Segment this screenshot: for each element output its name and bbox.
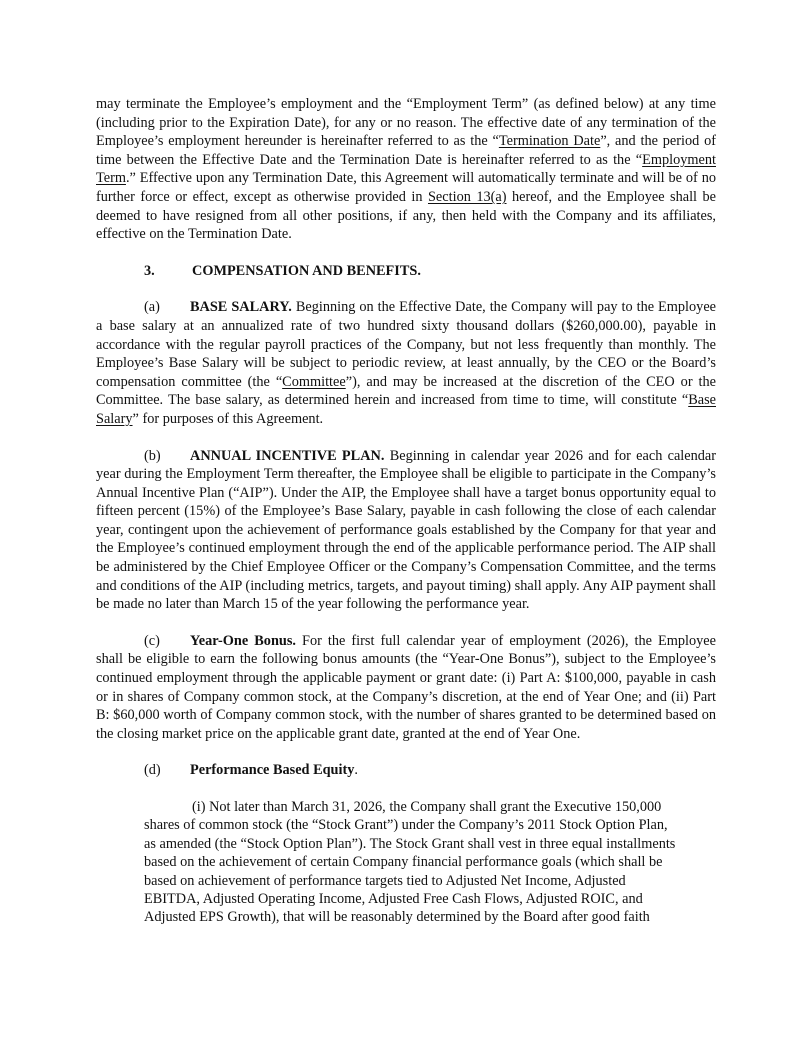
subsection-label: (a) [144,299,160,316]
text-run: Beginning on the Effective Date, the Company will pay to the Employee a base salary at an annualized rate of two hundred sixty thousand dollars ($260,000.00), payable in accordance with the regular payroll practices of the Company, but not less frequently than monthly. The Employee’s Base Salary will be subject to periodic review, at least annually, by the CEO or the Board’s compensation committee (the “ [96,299,717,390]
text-run: For the first full calendar year of employment (2026), the Employee shall be eligible to earn the following bonus amounts (the “Year-One Bonus”), subject to the Employee’s continued employment through the applicable payment or grant date: (i) Part A: $100,000, payable in cash or in shares of Company common stock, at the Company’s discretion, at the end of Year One; and (ii) Part B: $60,000 worth of Company common stock, with the number of shares granted to be determined based on the closing market price on the applicable grant date, granted at the end of Year One. [96,632,716,742]
subsection-label: (c) [144,632,160,649]
defined-term-employment-term: Employment Term [96,151,716,187]
subsection-label: (b) [144,447,161,464]
section-reference: Section 13(a) [427,188,507,205]
text-run: ”), and may be increased at the discretion of the CEO or the Committee. The base salary, as determined herein and increased from time to time, will constitute “ [96,373,716,409]
subsection-heading: ANNUAL INCENTIVE PLAN. [190,447,385,464]
subsection-heading: Performance Based Equity [190,762,355,779]
text-run: ” for purposes of this Agreement. [132,410,324,427]
subsection-label: (d) [144,762,161,779]
section-title: COMPENSATION AND BENEFITS. [192,262,421,279]
section-3-heading [96,262,716,281]
text-run: (i) Not later than March 31, 2026, the Company shall grant the Executive 150,000 shares of common stock (the “Stock Grant”) under the Company’s 2011 Stock Option Plan, as amended (the “Stock Option Plan”). The Stock Grant shall vest in three equal installments based on the achievement of certain Company financial performance goals (which shall be based on achievement of performance targets tied to Adjusted Net Income, Adjusted EBITDA, Adjusted Operating Income, Adjusted Free Cash Flows, Adjusted ROIC, and Adjusted EPS Growth), that will be reasonably determined by the Board after good faith [144,799,676,926]
text-run: .” Effective upon any Termination Date, this Agreement will automatically terminate and will be of no further force or effect, except as otherwise provided in [96,170,716,205]
text-run: may terminate the Employee’s employment and the “Employment Term” (as defined below) at any time (including prior to the Expiration Date), for any or no reason. The effective date of any termination of the Employee’s employment hereunder is hereinafter referred to as the “ [96,96,716,150]
year-one-bonus-paragraph [96,632,716,744]
text-run: Beginning in calendar year 2026 and for each calendar year during the Employment Term thereafter, the Employee shall be eligible to participate in the Company’s Annual Incentive Plan (“AIP”). Under the AIP, the Employee shall have a target bonus opportunity equal to fifteen percent (15%) of the Employee’s Base Salary, payable in cash following the close of each calendar year, contingent upon the achievement of performance goals established by the Company for that year and the Employee’s continued employment through the end of the applicable performance period. The AIP shall be administered by the Chief Employee Officer or the Company’s Compensation Committee, and the terms and conditions of the AIP (including metrics, targets, and payout timing) shall apply. Any AIP payment shall be made no later than March 15 of the year following the performance year. [96,447,717,613]
text-run: ”, and the period of time between the Effective Date and the Termination Date is hereinafter referred to as the “ [96,133,716,168]
text-run: . [354,762,358,779]
section-number: 3. [144,262,155,279]
defined-term-committee: Committee [282,373,346,390]
annual-incentive-paragraph [96,447,716,614]
subsection-heading: BASE SALARY. [190,299,292,316]
base-salary-paragraph [96,298,716,428]
termination-paragraph [96,95,716,244]
performance-equity-heading [96,761,716,780]
defined-term-termination-date: Termination Date [498,133,601,150]
text-run: hereof, and the Employee shall be deemed to have resigned from all other positions, if any, then held with the Company and its affiliates, effective on the Termination Date. [96,188,716,243]
stock-grant-paragraph [144,798,683,927]
defined-term-base-salary: Base Salary [96,392,716,427]
subsection-heading: Year-One Bonus. [190,632,296,649]
